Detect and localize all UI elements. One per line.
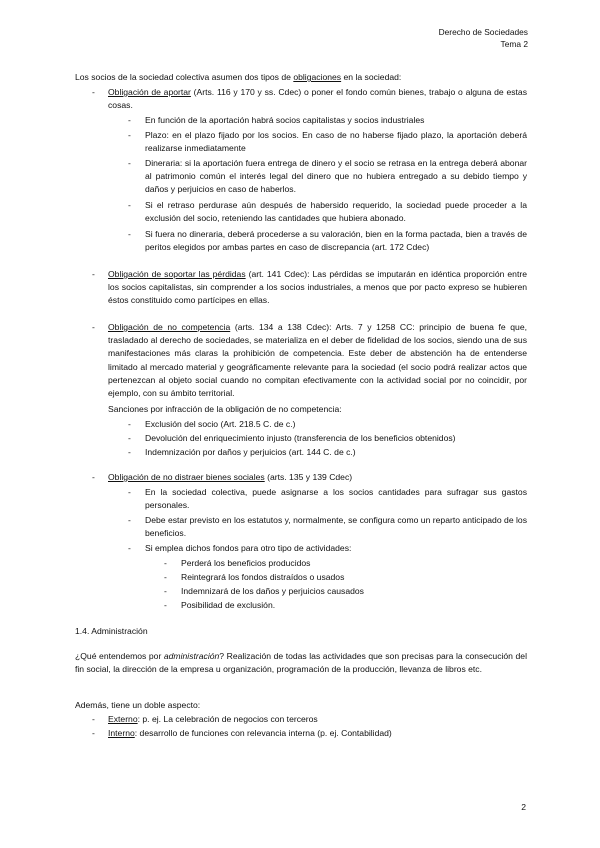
list-item: En la sociedad colectiva, puede asignarse a los socios cantidades para sufragar sus gastos personales. (145, 487, 527, 511)
bullet-dash: - (128, 115, 131, 125)
aspect-label: Externo (108, 714, 138, 724)
list-item: Indemnizará de los daños y perjuicios causados (181, 586, 364, 596)
obligation-text: (arts. 134 a 138 Cdec): Arts. 7 y 1258 CC: principio de buena fe que, trasladado al derecho de sociedades, se materializa en el deber de fidelidad de los socios, siendo una de sus manifestaciones más claras la prohibición de competencia. Este deber de abstención ha de entenderse limitado al mercado material y geográficamente relevante para la sociedad (el socio podrá realizar actos que pertenezcan al objeto social cuando no compitan efectivamente con la actividad social por no coincidir, por ejemplo, con su ámbito territorial. (108, 322, 527, 399)
obligation-text: (Arts. 116 y 170 y ss. Cdec) o poner el fondo común bienes, trabajo o alguna de estas cosas. (108, 87, 527, 111)
intro-text: Los socios de la sociedad colectiva asumen dos tipos de (75, 72, 294, 82)
bullet-dash: - (128, 229, 131, 239)
list-item (108, 727, 527, 740)
list-item: En función de la aportación habrá socios capitalistas y socios industriales (145, 115, 425, 125)
list-item: Si fuera no dineraria, deberá procederse a su valoración, bien en la forma pactada, bien a través de peritos elegidos por ambas partes en caso de discrepancia (art. 172 Cdec) (145, 229, 527, 253)
bullet-dash: - (128, 158, 131, 168)
bullet-dash: - (128, 200, 131, 210)
list-item: Plazo: en el plazo fijado por los socios. En caso de no haberse fijado plazo, la aportación deberá realizarse inmediatamente (145, 130, 527, 154)
list-item (108, 713, 527, 726)
obligation-text: (arts. 135 y 139 Cdec) (264, 472, 353, 482)
obligation-competencia (108, 321, 527, 400)
list-item: Indemnización por daños y perjuicios (art. 144 C. de c.) (145, 447, 356, 457)
admin-definition (75, 650, 527, 676)
bullet-dash: - (92, 322, 95, 332)
bullet-dash: - (92, 714, 95, 724)
header-course: Derecho de Sociedades (438, 27, 528, 37)
intro-underlined: obligaciones (293, 72, 342, 82)
admin-answer: ? Realización de todas las actividades que son precisas para la consecución del fin social, la dirección de la empresa u organización, programación de la producción, llevanza de libros etc. (75, 651, 527, 675)
intro-text-end: en la sociedad: (341, 72, 402, 82)
obligation-aportar (108, 86, 527, 112)
bullet-dash: - (92, 269, 95, 279)
list-item: Dineraria: si la aportación fuera entrega de dinero y el socio se retrasa en la entrega deberá abonar al patrimonio común el interés legal del dinero que no hubiera entregado a su debido tiempo y daños y perjuicios en caso de haberlos. (145, 158, 527, 195)
list-item: Reintegrará los fondos distraídos o usados (181, 572, 345, 582)
bullet-dash: - (164, 586, 167, 596)
list-item: Perderá los beneficios producidos (181, 558, 311, 568)
bullet-dash: - (164, 600, 167, 610)
list-item: Debe estar previsto en los estatutos y, normalmente, se configura como un reparto anticipado de los beneficios. (145, 515, 527, 539)
bullet-dash: - (128, 447, 131, 457)
obligation-title: Obligación de aportar (108, 87, 191, 97)
bullet-dash: - (92, 728, 95, 738)
admin-term: administración (163, 651, 220, 661)
bullet-dash: - (92, 472, 95, 482)
bullet-dash: - (128, 487, 131, 497)
section-heading: 1.4. Administración (75, 626, 148, 636)
bullet-dash: - (128, 543, 131, 553)
aspect-label: Interno (108, 728, 135, 738)
obligation-no-distraer (108, 471, 527, 484)
admin-question: ¿Qué entendemos por (75, 651, 164, 661)
aspect-text: : desarrollo de funciones con relevancia interna (p. ej. Contabilidad) (134, 728, 392, 738)
sanciones-label: Sanciones por infracción de la obligación de no competencia: (108, 404, 342, 414)
intro-paragraph (75, 71, 527, 84)
obligation-title: Obligación de no distraer bienes sociales (108, 472, 265, 482)
page-number: 2 (521, 802, 526, 812)
list-item: Devolución del enriquecimiento injusto (transferencia de los beneficios obtenidos) (145, 433, 456, 443)
bullet-dash: - (128, 433, 131, 443)
list-item: Si emplea dichos fondos para otro tipo de actividades: (145, 543, 352, 553)
list-item: Exclusión del socio (Art. 218.5 C. de c.) (145, 419, 296, 429)
bullet-dash: - (164, 572, 167, 582)
bullet-dash: - (128, 419, 131, 429)
bullet-dash: - (128, 130, 131, 140)
obligation-title: Obligación de no competencia (108, 322, 231, 332)
doble-aspecto: Además, tiene un doble aspecto: (75, 700, 201, 710)
bullet-dash: - (164, 558, 167, 568)
obligation-title: Obligación de soportar las pérdidas (108, 269, 246, 279)
obligation-text: (art. 141 Cdec): Las pérdidas se imputarán en idéntica proporción entre los socios capitalistas, sin comprender a los socios industriales, a menos que por pacto expreso se hubieren éstos constituido como partícipes en ellas. (108, 269, 527, 306)
obligation-perdidas (108, 268, 527, 308)
list-item: Si el retraso perdurase aún después de habersido requerido, la sociedad puede proceder a la exclusión del socio, reteniendo las cantidades que hubiera abonado. (145, 200, 527, 224)
bullet-dash: - (128, 515, 131, 525)
running-header (439, 26, 528, 50)
bullet-dash: - (92, 87, 95, 97)
list-item: Posibilidad de exclusión. (181, 600, 276, 610)
aspect-text: : p. ej. La celebración de negocios con terceros (137, 714, 318, 724)
header-topic: Tema 2 (500, 39, 528, 49)
